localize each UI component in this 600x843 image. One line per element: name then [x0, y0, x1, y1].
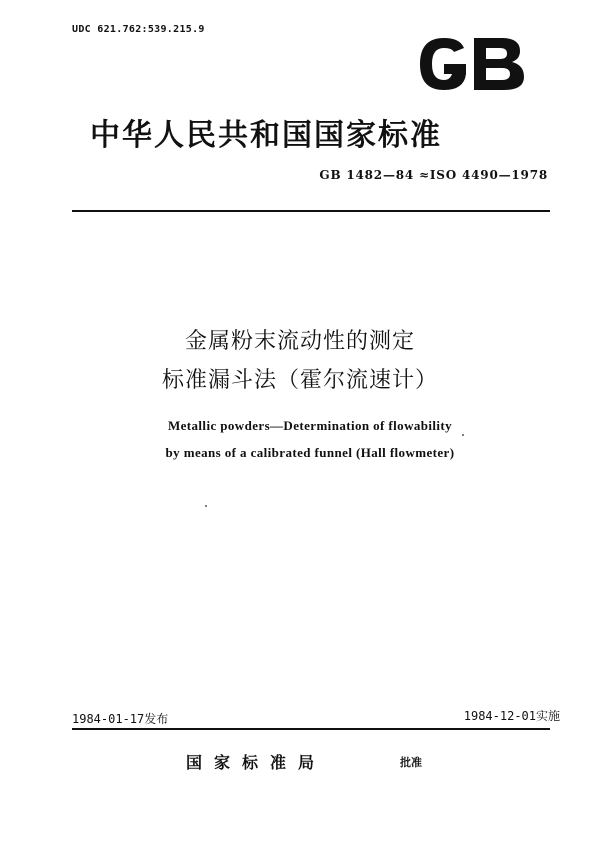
chinese-title-line-1: 金属粉末流动性的测定	[184, 329, 415, 354]
implementation-date: 1984-12-01实施	[463, 709, 560, 723]
standard-number: GB 1482—84 ≈ISO 4490—1978	[319, 168, 548, 182]
gb-logo-graphic	[414, 34, 528, 94]
header-divider	[72, 210, 550, 212]
footer-divider	[72, 728, 550, 730]
issuing-authority: 国家标准局	[186, 753, 327, 772]
paper-speck	[205, 505, 207, 507]
approval-label: 批准	[400, 756, 422, 769]
udc-code: UDC 621.762:539.215.9	[72, 24, 205, 35]
national-standard-title: 中华人民共和国国家标准	[90, 118, 442, 153]
gb-logo	[414, 34, 528, 94]
issue-date: 1984-01-17发布	[72, 712, 169, 726]
english-title-line-1: Metallic powders—Determination of flowability	[167, 418, 453, 433]
chinese-title-line-2: 标准漏斗法（霍尔流速计）	[161, 368, 438, 393]
english-title-line-2: by means of a calibrated funnel (Hall flowmeter)	[165, 445, 455, 460]
paper-speck	[462, 434, 464, 436]
